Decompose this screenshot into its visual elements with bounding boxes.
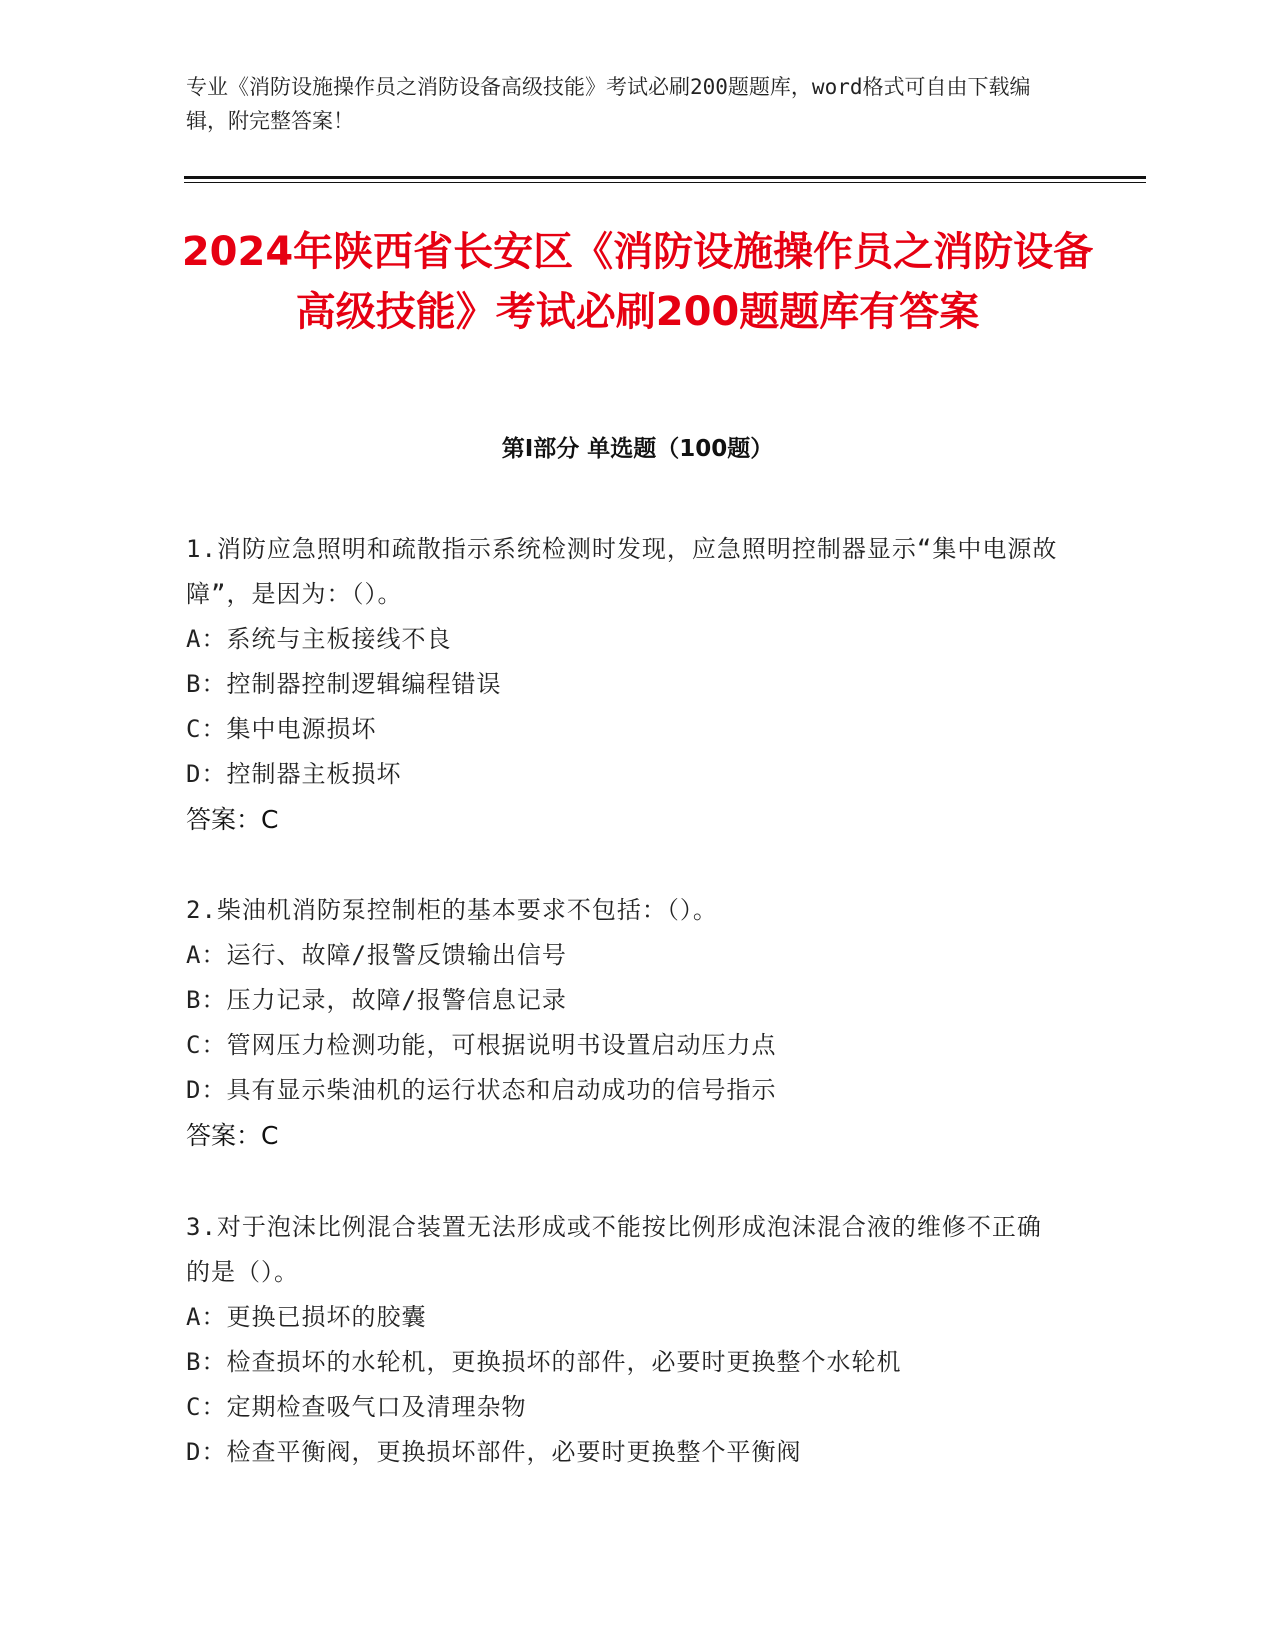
option-c: C：定期检查吸气口及清理杂物 [186, 1393, 527, 1421]
option-b: B：检查损坏的水轮机，更换损坏的部件，必要时更换整个水轮机 [186, 1348, 902, 1376]
option-d: D：控制器主板损坏 [186, 760, 402, 788]
question-1 [186, 527, 1066, 842]
question-stem: 1.消防应急照明和疏散指示系统检测时发现，应急照明控制器显示“集中电源故障”，是因为：（）。 [186, 535, 1058, 608]
option-b: B：控制器控制逻辑编程错误 [186, 670, 502, 698]
header-divider-thick [184, 176, 1146, 179]
header-note: 专业《消防设施操作员之消防设备高级技能》考试必刷200题题库，word格式可自由下载编辑，附完整答案！ [186, 75, 1031, 133]
document-title: 2024年陕西省长安区《消防设施操作员之消防设备高级技能》考试必刷200题题库有答案 [181, 229, 1094, 335]
option-b: B：压力记录，故障/报警信息记录 [186, 986, 567, 1014]
option-a: A：运行、故障/报警反馈输出信号 [186, 941, 567, 969]
question-stem: 2.柴油机消防泵控制柜的基本要求不包括：（）。 [186, 896, 718, 924]
question-3 [186, 1205, 1066, 1475]
option-a: A：系统与主板接线不良 [186, 625, 452, 653]
answer: 答案：C [186, 805, 279, 834]
option-a: A：更换已损坏的胶囊 [186, 1303, 427, 1331]
option-c: C：管网压力检测功能，可根据说明书设置启动压力点 [186, 1031, 777, 1059]
answer: 答案：C [186, 1121, 279, 1150]
question-stem: 3.对于泡沫比例混合装置无法形成或不能按比例形成泡沫混合液的维修不正确的是（）。 [186, 1213, 1042, 1286]
option-c: C：集中电源损坏 [186, 715, 377, 743]
option-d: D：具有显示柴油机的运行状态和启动成功的信号指示 [186, 1076, 777, 1104]
section-title: 第I部分 单选题（100题） [501, 436, 774, 462]
option-d: D：检查平衡阀，更换损坏部件，必要时更换整个平衡阀 [186, 1438, 802, 1466]
question-2 [186, 888, 1066, 1158]
header-divider-thin [184, 182, 1146, 183]
